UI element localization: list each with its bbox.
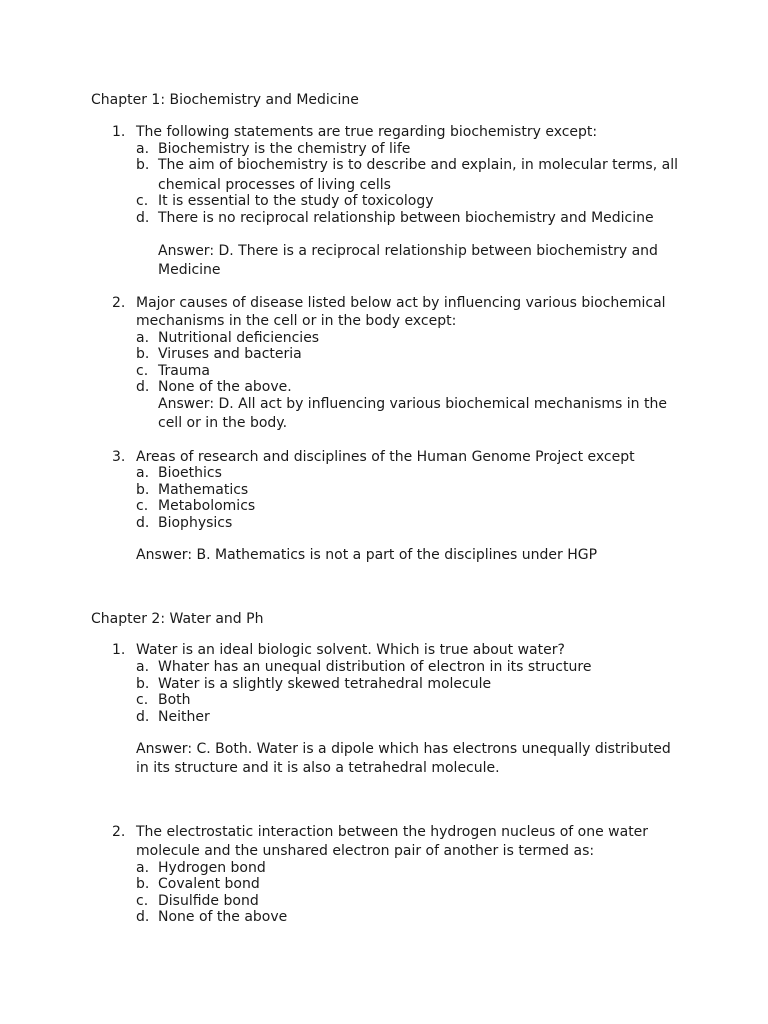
answer-text: Answer: C. Both. Water is a dipole which has electrons unequally distributed [136, 741, 671, 757]
answer-text: cell or in the body. [158, 415, 288, 431]
question-stem: mechanisms in the cell or in the body except: [136, 313, 457, 329]
option-text: Mathematics [158, 482, 249, 498]
option-label: d. [136, 210, 150, 226]
question-stem: The electrostatic interaction between the hydrogen nucleus of one water [136, 824, 649, 840]
option-text: Water is a slightly skewed tetrahedral molecule [158, 676, 492, 692]
option-label: c. [136, 193, 149, 209]
option-label: d. [136, 909, 150, 925]
option-label: b. [136, 876, 150, 892]
question-number: 2. [112, 824, 126, 840]
question-stem: The following statements are true regarding biochemistry except: [136, 124, 598, 140]
answer-text: Answer: B. Mathematics is not a part of the disciplines under HGP [136, 547, 598, 563]
option-label: b. [136, 157, 150, 173]
question-stem: Water is an ideal biologic solvent. Which is true about water? [136, 642, 565, 658]
option-text: Covalent bond [158, 876, 260, 892]
question-stem: Areas of research and disciplines of the Human Genome Project except [136, 449, 635, 465]
option-text: Biophysics [158, 515, 233, 531]
option-text: chemical processes of living cells [158, 177, 391, 193]
chapter-1-heading: Chapter 1: Biochemistry and Medicine [91, 92, 359, 108]
option-label: d. [136, 709, 150, 725]
option-label: d. [136, 515, 150, 531]
answer-text: Answer: D. All act by influencing various biochemical mechanisms in the [158, 396, 667, 412]
option-label: a. [136, 330, 150, 346]
question-number: 1. [112, 642, 126, 658]
option-text: Whater has an unequal distribution of electron in its structure [158, 659, 592, 675]
option-label: a. [136, 465, 150, 481]
option-label: b. [136, 676, 150, 692]
option-text: Trauma [158, 363, 210, 379]
option-label: a. [136, 141, 150, 157]
chapter-2-heading: Chapter 2: Water and Ph [91, 611, 264, 627]
option-text: Viruses and bacteria [158, 346, 302, 362]
option-label: b. [136, 482, 150, 498]
option-text: Nutritional deficiencies [158, 330, 320, 346]
question-stem: molecule and the unshared electron pair of another is termed as: [136, 843, 595, 859]
question-number: 1. [112, 124, 126, 140]
option-text: Biochemistry is the chemistry of life [158, 141, 411, 157]
option-text: Disulfide bond [158, 893, 259, 909]
question-stem: Major causes of disease listed below act by influencing various biochemical [136, 295, 666, 311]
answer-text: Answer: D. There is a reciprocal relationship between biochemistry and [158, 243, 658, 259]
option-label: a. [136, 860, 150, 876]
option-label: d. [136, 379, 150, 395]
option-text: Both [158, 692, 191, 708]
option-text: There is no reciprocal relationship between biochemistry and Medicine [158, 210, 654, 226]
answer-text: Medicine [158, 262, 221, 278]
option-text: None of the above. [158, 379, 292, 395]
option-text: Hydrogen bond [158, 860, 266, 876]
option-text: The aim of biochemistry is to describe and explain, in molecular terms, all [158, 157, 678, 173]
option-label: c. [136, 692, 149, 708]
option-text: Neither [158, 709, 210, 725]
option-text: None of the above [158, 909, 288, 925]
option-text: Bioethics [158, 465, 222, 481]
option-label: a. [136, 659, 150, 675]
question-number: 3. [112, 449, 126, 465]
option-label: c. [136, 363, 149, 379]
option-text: Metabolomics [158, 498, 256, 514]
option-label: c. [136, 498, 149, 514]
answer-text: in its structure and it is also a tetrahedral molecule. [136, 760, 500, 776]
option-label: c. [136, 893, 149, 909]
option-text: It is essential to the study of toxicology [158, 193, 434, 209]
question-number: 2. [112, 295, 126, 311]
option-label: b. [136, 346, 150, 362]
